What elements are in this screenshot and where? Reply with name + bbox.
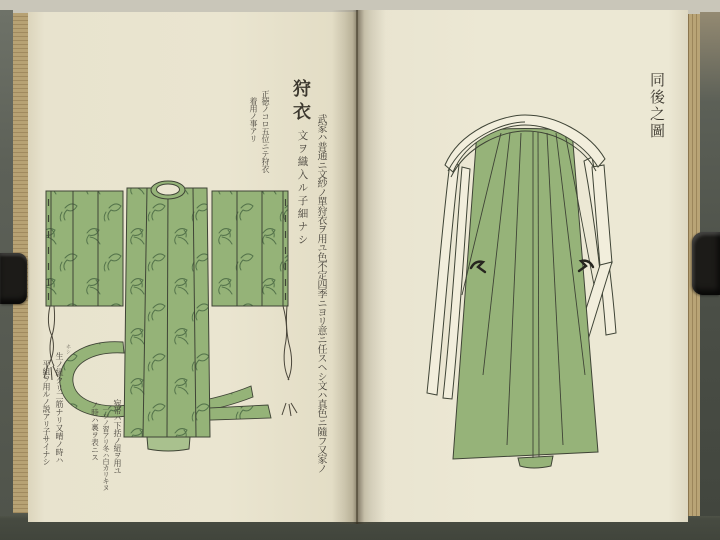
- right-sleeve: [212, 191, 288, 306]
- annotation-era-2: 着用ノ事アリ: [249, 97, 258, 142]
- page-title: 狩衣: [290, 79, 311, 125]
- annotation-sash-furigana: ホシ: [65, 344, 71, 354]
- sleeve-tassel-right: [282, 306, 297, 416]
- book-gutter-line: [356, 10, 358, 524]
- rear-view-title: 同後之圖: [648, 72, 666, 140]
- left-sleeve: [46, 191, 123, 306]
- annotation-hem-2: 一ツノ習アリ冬ハ白カリキヌ: [102, 406, 110, 491]
- annotation-era-1: 正徳ノコロ五位ニテ狩衣: [261, 90, 270, 173]
- round-collar: [151, 181, 185, 199]
- annotation-main-2: 文ヲ織入ル子細ナシ: [296, 130, 309, 247]
- robe-body: [124, 188, 210, 451]
- annotation-sash-1: 生ノ紐クリ二筋ナリ又晴ノ時ハ: [55, 352, 64, 464]
- annotation-hem-1: 宛帯ハ下括ノ紐ヲ用ユ: [113, 399, 122, 474]
- annotation-hem-3: ノ時ハ裏ヲ表ニス: [90, 401, 100, 461]
- under-robe-hem: [147, 437, 190, 451]
- pleated-back-panel: [453, 129, 598, 469]
- binder-clip-right: [692, 232, 720, 295]
- annotation-sash-2: 平組ヲ用ルノ説アリ子サイナシ: [42, 360, 51, 465]
- kariginu-back-illustration: [415, 95, 630, 475]
- hem-fold: [518, 456, 553, 468]
- binder-clip-left: [0, 253, 27, 304]
- annotation-main-1: 武家ハ普通ニ文紗ノ單狩衣ヲ用ユ色不定四季ニヨリ意ニ任スヘシ文ハ真色ニ隨フ又家ノ: [315, 114, 326, 473]
- kariginu-front-illustration: [35, 175, 300, 465]
